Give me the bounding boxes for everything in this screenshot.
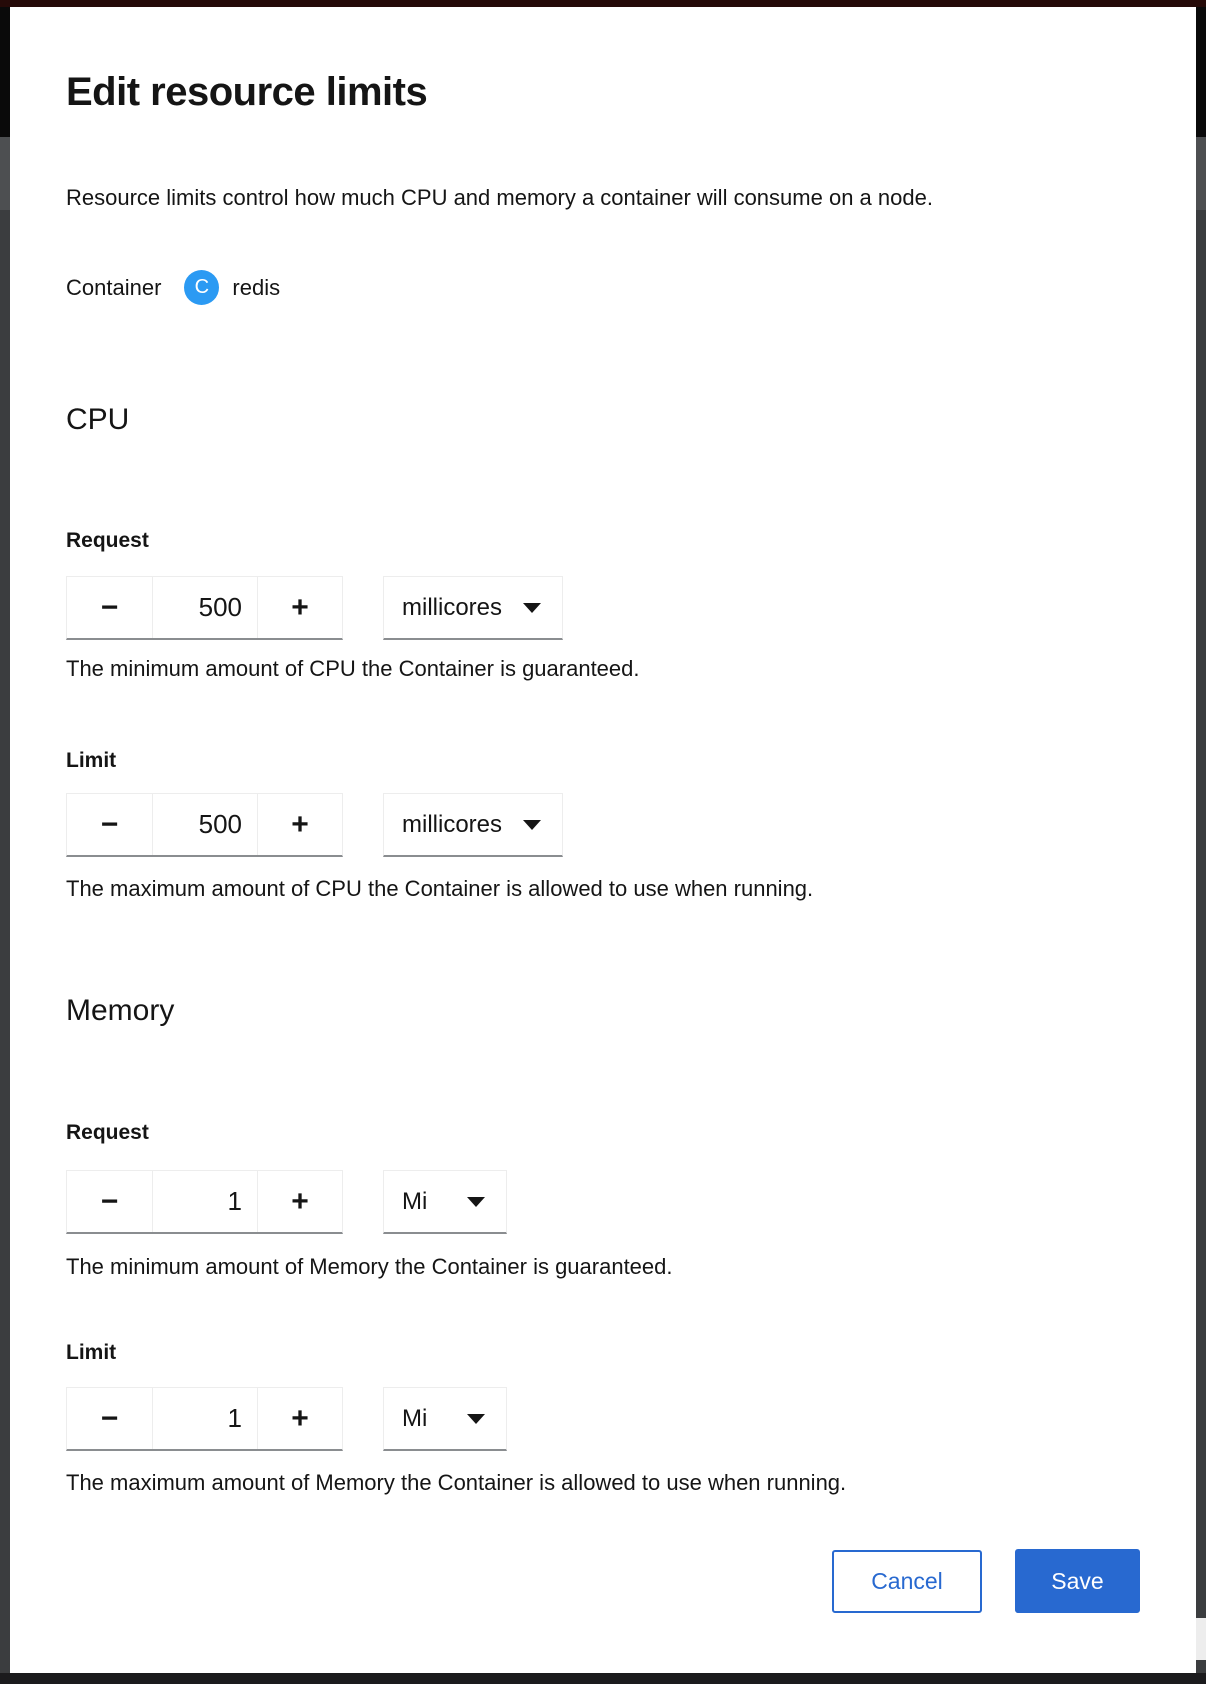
- cpu-request-minus-button[interactable]: [67, 577, 153, 638]
- cpu-request-unit-select[interactable]: [383, 576, 563, 640]
- caret-down-icon: [467, 1414, 485, 1424]
- container-label: Container: [66, 274, 162, 300]
- memory-limit-minus-button[interactable]: [67, 1388, 153, 1449]
- memory-limit-unit-select[interactable]: [383, 1387, 507, 1451]
- cpu-limit-spinner: [66, 793, 343, 857]
- minus-icon: −: [100, 1401, 119, 1435]
- caret-down-icon: [523, 820, 541, 830]
- memory-request-label: Request: [66, 1121, 149, 1144]
- caret-down-icon: [523, 603, 541, 613]
- plus-icon: +: [291, 1401, 309, 1435]
- cpu-limit-plus-button[interactable]: [258, 794, 342, 855]
- container-resource-icon: C: [184, 270, 219, 305]
- memory-request-value-input[interactable]: [153, 1171, 258, 1232]
- memory-limit-unit-value: Mi: [402, 1404, 428, 1432]
- modal-actions: [66, 1549, 1140, 1613]
- caret-down-icon: [467, 1197, 485, 1207]
- backdrop-bottom-strip: [0, 1673, 1206, 1684]
- minus-icon: −: [100, 590, 119, 624]
- memory-limit-row: [66, 1387, 1140, 1451]
- memory-limit-value-input[interactable]: [153, 1388, 258, 1449]
- plus-icon: +: [291, 1184, 309, 1218]
- modal-description: Resource limits control how much CPU and memory a container will consume on a node.: [66, 185, 933, 210]
- cpu-request-value-input[interactable]: [153, 577, 258, 638]
- backdrop-right-dark: [1196, 7, 1206, 137]
- memory-request-spinner: [66, 1170, 343, 1234]
- memory-request-unit-select[interactable]: [383, 1170, 507, 1234]
- cpu-request-help: The minimum amount of CPU the Container is guaranteed.: [66, 656, 640, 681]
- minus-icon: −: [100, 807, 119, 841]
- cpu-limit-help: The maximum amount of CPU the Container is allowed to use when running.: [66, 876, 814, 901]
- memory-request-row: [66, 1170, 1140, 1234]
- container-row: [66, 270, 1140, 305]
- cpu-limit-value-input[interactable]: [153, 794, 258, 855]
- container-name: redis: [232, 274, 281, 300]
- cancel-button[interactable]: Cancel: [832, 1550, 982, 1613]
- memory-request-plus-button[interactable]: [258, 1171, 342, 1232]
- memory-limit-help: The maximum amount of Memory the Container is allowed to use when running.: [66, 1470, 847, 1495]
- memory-section-heading: Memory: [66, 994, 175, 1027]
- memory-request-unit-value: Mi: [402, 1187, 428, 1215]
- backdrop-left-dark: [0, 7, 10, 137]
- cpu-limit-label: Limit: [66, 749, 117, 772]
- cpu-limit-row: [66, 793, 1140, 857]
- minus-icon: −: [100, 1184, 119, 1218]
- cpu-limit-unit-select[interactable]: [383, 793, 563, 857]
- backdrop-right-gray: [1196, 137, 1206, 210]
- modal-title: Edit resource limits: [66, 70, 428, 114]
- cpu-request-row: [66, 576, 1140, 640]
- backdrop-left-gray: [0, 137, 10, 210]
- edit-resource-limits-modal: [10, 7, 1196, 1673]
- memory-limit-spinner: [66, 1387, 343, 1451]
- plus-icon: +: [291, 590, 309, 624]
- plus-icon: +: [291, 807, 309, 841]
- cpu-limit-unit-value: millicores: [402, 810, 503, 838]
- memory-limit-plus-button[interactable]: [258, 1388, 342, 1449]
- backdrop-right-notch: [1196, 1618, 1206, 1660]
- backdrop-masthead-strip: [0, 0, 1206, 7]
- cpu-request-spinner: [66, 576, 343, 640]
- cpu-request-plus-button[interactable]: [258, 577, 342, 638]
- save-button[interactable]: Save: [1015, 1549, 1140, 1613]
- memory-request-help: The minimum amount of Memory the Container is guaranteed.: [66, 1254, 673, 1279]
- cpu-section-heading: CPU: [66, 403, 130, 436]
- cpu-request-label: Request: [66, 529, 149, 552]
- memory-request-minus-button[interactable]: [67, 1171, 153, 1232]
- cpu-request-unit-value: millicores: [402, 593, 503, 621]
- cpu-limit-minus-button[interactable]: [67, 794, 153, 855]
- memory-limit-label: Limit: [66, 1341, 117, 1364]
